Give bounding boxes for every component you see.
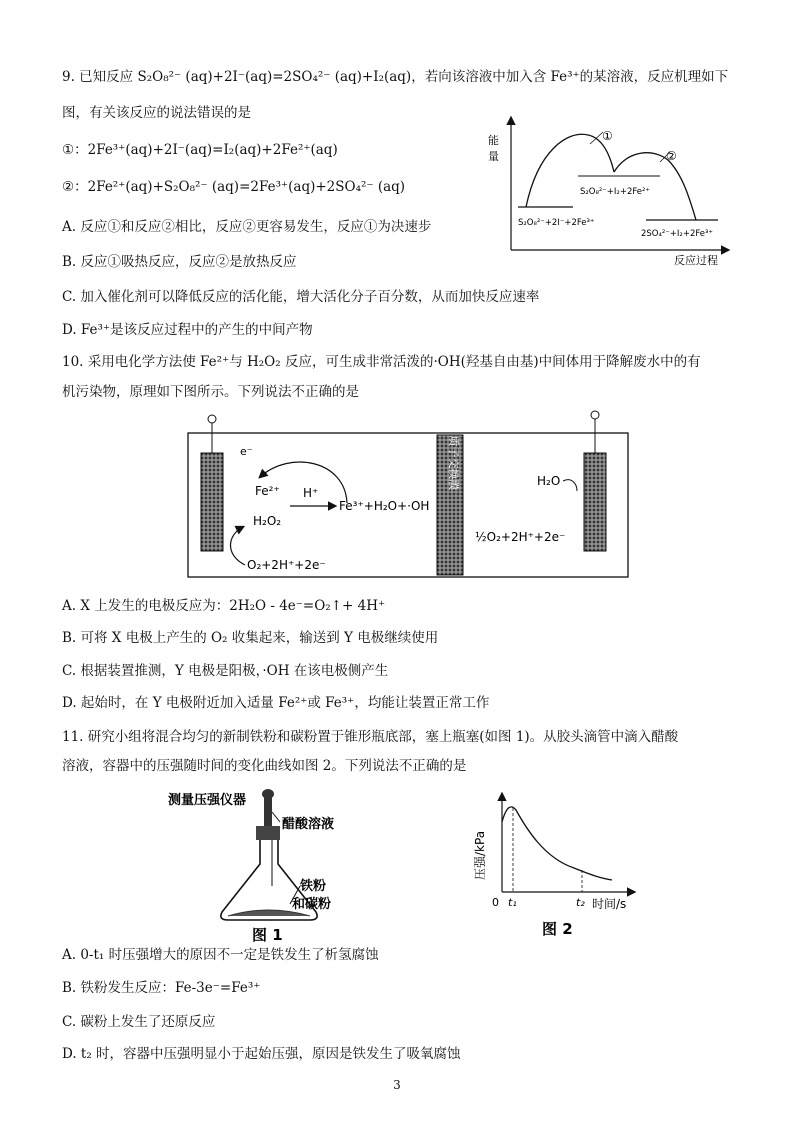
q9-peak2-label: ② [666,149,677,163]
q10-products-label: Fe³⁺+H₂O+·OH [339,499,430,513]
q10-electron-label: e⁻ [240,445,253,458]
q9-option-a: A. 反应①和反应②相比，反应②更容易发生，反应①为决速步 [62,219,432,235]
q10-option-d: D. 起始时，在 Y 电极附近加入适量 Fe²⁺或 Fe³⁺，均能让装置正常工作 [62,695,490,711]
q11-fig2-t2: t₂ [576,896,585,909]
q9-level-start-label: S₂O₈²⁻+2I⁻+2Fe³⁺ [518,218,595,228]
q9-y-label-2: 量 [488,150,499,163]
q10-hplus-label: H⁺ [303,486,319,500]
q11-fig2-graph [464,788,644,948]
q9-step1: ①：2Fe³⁺(aq)+2I⁻(aq)=I₂(aq)+2Fe²⁺(aq) [62,142,338,158]
q9-energy-diagram [478,110,738,270]
q11-fig1-powder-label-2: 和碳粉 [292,897,332,912]
q11-stem-line2: 溶液，容器中的压强随时间的变化曲线如图 2。下列说法不正确的是 [62,758,467,774]
q10-o2-arrow [231,527,246,565]
q11-fig1-instrument-label: 测量压强仪器 [168,793,247,808]
page-number: 3 [393,1078,401,1092]
q11-option-c: C. 碳粉上发生了还原反应 [62,1014,216,1030]
q10-electrode-x [201,453,223,551]
q11-fig2-curve [502,807,612,880]
q11-stem-line1: 11. 研究小组将混合均匀的新制铁粉和碳粉置于锥形瓶底部，塞上瓶塞(如图 1)。从胶头滴管中滴入醋酸 [62,729,679,745]
q11-fig1-acid-label: 醋酸溶液 [282,817,335,832]
q11-fig2-origin: 0 [492,896,499,909]
q10-o2-reaction: O₂+2H⁺+2e⁻ [247,558,326,572]
q11-fig1-stopper [256,826,280,840]
q10-anode-reaction: ½O₂+2H⁺+2e⁻ [475,530,566,544]
q10-option-b: B. 可将 X 电极上产生的 O₂ 收集起来，输送到 Y 电极继续使用 [62,630,439,646]
q10-stem-line2: 机污染物，原理如下图所示。下列说法不正确的是 [62,384,359,400]
q10-cell-diagram [185,405,635,580]
q11-fig1-flask [160,786,380,946]
q9-level-mid-label: S₂O₈²⁻+I₂+2Fe²⁺ [580,187,650,197]
q11-fig2-t1: t₁ [508,896,517,909]
q9-level-end-label: 2SO₄²⁻+I₂+2Fe³⁺ [641,229,713,239]
q9-option-b: B. 反应①吸热反应，反应②是放热反应 [62,254,297,270]
q10-option-c: C. 根据装置推测，Y 电极是阳极，·OH 在该电极侧产生 [62,663,389,679]
q11-option-b: B. 铁粉发生反应：Fe-3e⁻=Fe³⁺ [62,980,261,996]
q9-step2: ②：2Fe²⁺(aq)+S₂O₈²⁻ (aq)=2Fe³⁺(aq)+2SO₄²⁻ (aq) [62,179,406,195]
q11-fig2-y-label: 压强/kPa [473,830,487,880]
q10-membrane-label: 质子交换膜 [447,435,460,491]
q9-y-label-1: 能 [488,134,499,147]
q10-h2o-label: H₂O [537,474,561,488]
q9-option-d: D. Fe³⁺是该反应过程中的产生的中间产物 [62,322,313,338]
q11-fig2-x-label: 时间/s [592,897,627,911]
q10-fe2-label: Fe²⁺ [255,484,280,498]
q9-stem-line2: 图，有关该反应的说法错误的是 [62,105,251,121]
q11-fig1-caption: 图 1 [252,926,283,944]
q10-h2o2-label: H₂O₂ [253,514,282,528]
q9-peak1-label: ① [602,129,613,143]
q11-option-a: A. 0-t₁ 时压强增大的原因不一定是铁发生了析氢腐蚀 [62,947,379,963]
q9-x-label: 反应过程 [674,254,718,267]
q11-option-d: D. t₂ 时，容器中压强明显小于起始压强，原因是铁发生了吸氧腐蚀 [62,1046,461,1062]
q9-stem-line1: 9. 已知反应 S₂O₈²⁻ (aq)+2I⁻(aq)=2SO₄²⁻ (aq)+I₂(aq)，若向该溶液中加入含 Fe³⁺的某溶液，反应机理如下 [62,69,729,85]
q9-option-c: C. 加入催化剂可以降低反应的活化能，增大活化分子百分数，从而加快反应速率 [62,289,540,305]
q10-electrode-y [584,453,606,551]
q11-fig2-caption: 图 2 [542,920,573,938]
q11-fig1-powder-label-1: 铁粉 [300,879,327,894]
q11-fig1-instrument [264,796,272,826]
q10-stem-line1: 10. 采用电化学方法使 Fe²⁺与 H₂O₂ 反应，可生成非常活泼的·OH(羟基自由基)中间体用于降解废水中的有 [62,354,701,370]
q10-option-a: A. X 上发生的电极反应为：2H₂O - 4e⁻=O₂↑+ 4H⁺ [62,598,386,614]
